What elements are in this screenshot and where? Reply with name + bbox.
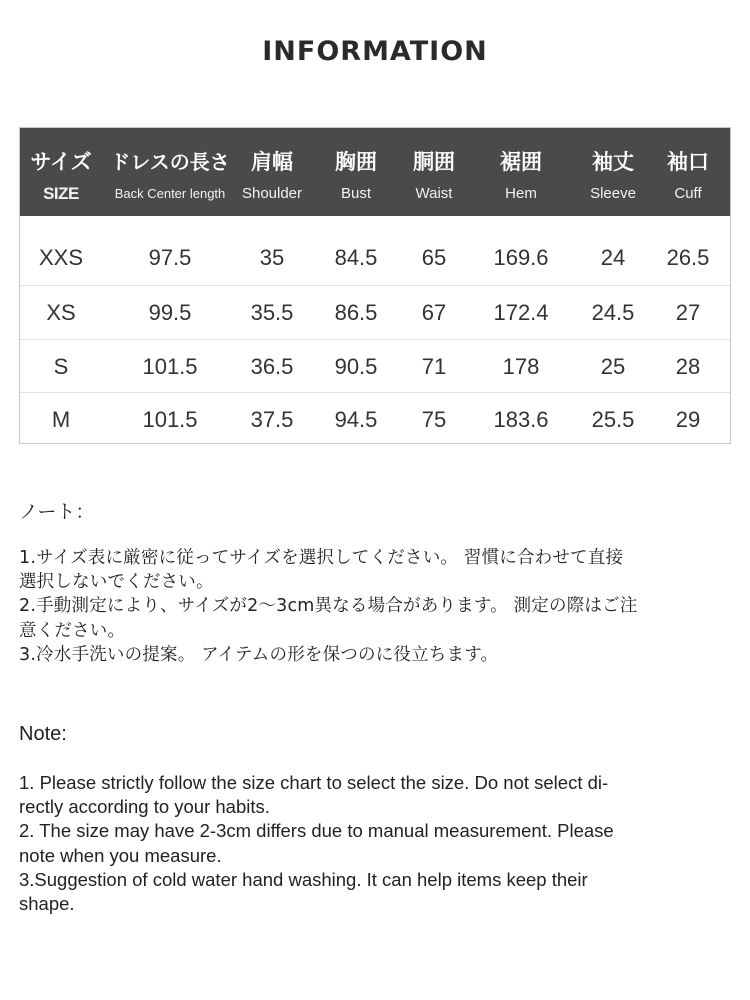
header-label-en: Back Center length bbox=[114, 186, 226, 201]
length-cell: 97.5 bbox=[148, 245, 192, 270]
sleeve-cell: 24.5 bbox=[591, 300, 635, 325]
length-cell: 101.5 bbox=[142, 407, 198, 432]
cuff-cell: 27 bbox=[675, 300, 701, 325]
note-jp-body bbox=[19, 546, 724, 667]
sleeve-cell: 24 bbox=[600, 245, 626, 270]
header-bust bbox=[306, 128, 406, 216]
waist-cell: 75 bbox=[421, 407, 447, 432]
size-chart-table bbox=[19, 127, 731, 444]
note-en-line: note when you measure. bbox=[19, 844, 222, 866]
table-row bbox=[20, 231, 730, 285]
table-row bbox=[20, 392, 730, 446]
header-label-en: Cuff bbox=[674, 185, 702, 202]
hem-cell: 183.6 bbox=[493, 407, 549, 432]
table-header bbox=[20, 128, 730, 216]
note-en-line: 1. Please strictly follow the size chart to select the size. Do not select di- bbox=[19, 772, 609, 793]
table-row bbox=[20, 339, 730, 393]
page-title: INFORMATION bbox=[262, 36, 488, 67]
bust-cell: 90.5 bbox=[334, 354, 378, 379]
sleeve-cell: 25.5 bbox=[591, 407, 635, 432]
header-label-en: Shoulder bbox=[241, 185, 303, 202]
header-label-en: Hem bbox=[505, 185, 537, 202]
note-en-body bbox=[19, 771, 719, 916]
note-jp-line: 1.サイズ表に厳密に従ってサイズを選択してください。 習慣に合わせて直接 bbox=[19, 548, 624, 568]
table-row bbox=[20, 285, 730, 339]
header-size bbox=[20, 128, 102, 216]
shoulder-cell: 36.5 bbox=[250, 354, 294, 379]
length-cell: 99.5 bbox=[148, 300, 192, 325]
note-en-line: 3.Suggestion of cold water hand washing. It can help items keep their bbox=[19, 868, 588, 890]
header-hem bbox=[462, 128, 580, 216]
hem-cell: 178 bbox=[502, 354, 540, 379]
waist-cell: 67 bbox=[421, 300, 447, 325]
header-label-jp: 袖丈 bbox=[592, 150, 634, 174]
cuff-cell: 28 bbox=[675, 354, 701, 379]
header-label-en: Bust bbox=[340, 185, 371, 202]
hem-cell: 169.6 bbox=[493, 245, 549, 270]
waist-cell: 65 bbox=[421, 245, 447, 270]
header-length bbox=[102, 128, 238, 216]
cuff-cell: 29 bbox=[675, 407, 701, 432]
shoulder-cell: 35 bbox=[259, 245, 285, 270]
size-cell: XS bbox=[46, 300, 76, 325]
header-label-jp: 肩幅 bbox=[251, 150, 293, 174]
note-en-line: shape. bbox=[19, 893, 75, 915]
note-jp-line: 選択しないでください。 bbox=[19, 572, 214, 593]
header-label-jp: 袖口 bbox=[667, 150, 709, 174]
bust-cell: 94.5 bbox=[334, 407, 378, 432]
header-label-jp: 裾囲 bbox=[500, 150, 542, 174]
shoulder-cell: 37.5 bbox=[250, 407, 294, 432]
note-en-heading: Note: bbox=[19, 723, 67, 745]
bust-cell: 84.5 bbox=[334, 245, 378, 270]
size-cell: M bbox=[51, 407, 71, 432]
cuff-cell: 26.5 bbox=[666, 245, 710, 270]
header-cuff bbox=[646, 128, 730, 216]
size-cell: XXS bbox=[38, 245, 84, 270]
waist-cell: 71 bbox=[421, 354, 447, 379]
header-sleeve bbox=[580, 128, 646, 216]
header-label-jp: サイズ bbox=[30, 150, 92, 174]
hem-cell: 172.4 bbox=[493, 300, 549, 325]
header-waist bbox=[406, 128, 462, 216]
header-label-jp: ドレスの長さ bbox=[110, 150, 230, 174]
note-jp-heading: ノート： bbox=[19, 501, 95, 523]
note-jp-line: 3.冷水手洗いの提案。 アイテムの形を保つのに役立ちます。 bbox=[19, 644, 499, 665]
header-label-en: SIZE bbox=[43, 184, 79, 203]
shoulder-cell: 35.5 bbox=[250, 300, 294, 325]
header-shoulder bbox=[238, 128, 306, 216]
sleeve-cell: 25 bbox=[600, 354, 626, 379]
note-jp-line: 意ください。 bbox=[19, 620, 126, 641]
size-cell: S bbox=[53, 354, 69, 379]
header-label-jp: 胴囲 bbox=[413, 150, 455, 174]
header-label-jp: 胸囲 bbox=[335, 150, 377, 174]
bust-cell: 86.5 bbox=[334, 300, 378, 325]
note-en-line: 2. The size may have 2-3cm differs due to manual measurement. Please bbox=[19, 820, 614, 842]
length-cell: 101.5 bbox=[142, 354, 198, 379]
note-jp-line: 2.手動測定により、サイズが2〜3cm異なる場合があります。 測定の際はご注 bbox=[19, 596, 638, 617]
header-label-en: Sleeve bbox=[590, 185, 636, 202]
header-label-en: Waist bbox=[415, 185, 453, 202]
note-en-line: rectly according to your habits. bbox=[19, 796, 270, 818]
